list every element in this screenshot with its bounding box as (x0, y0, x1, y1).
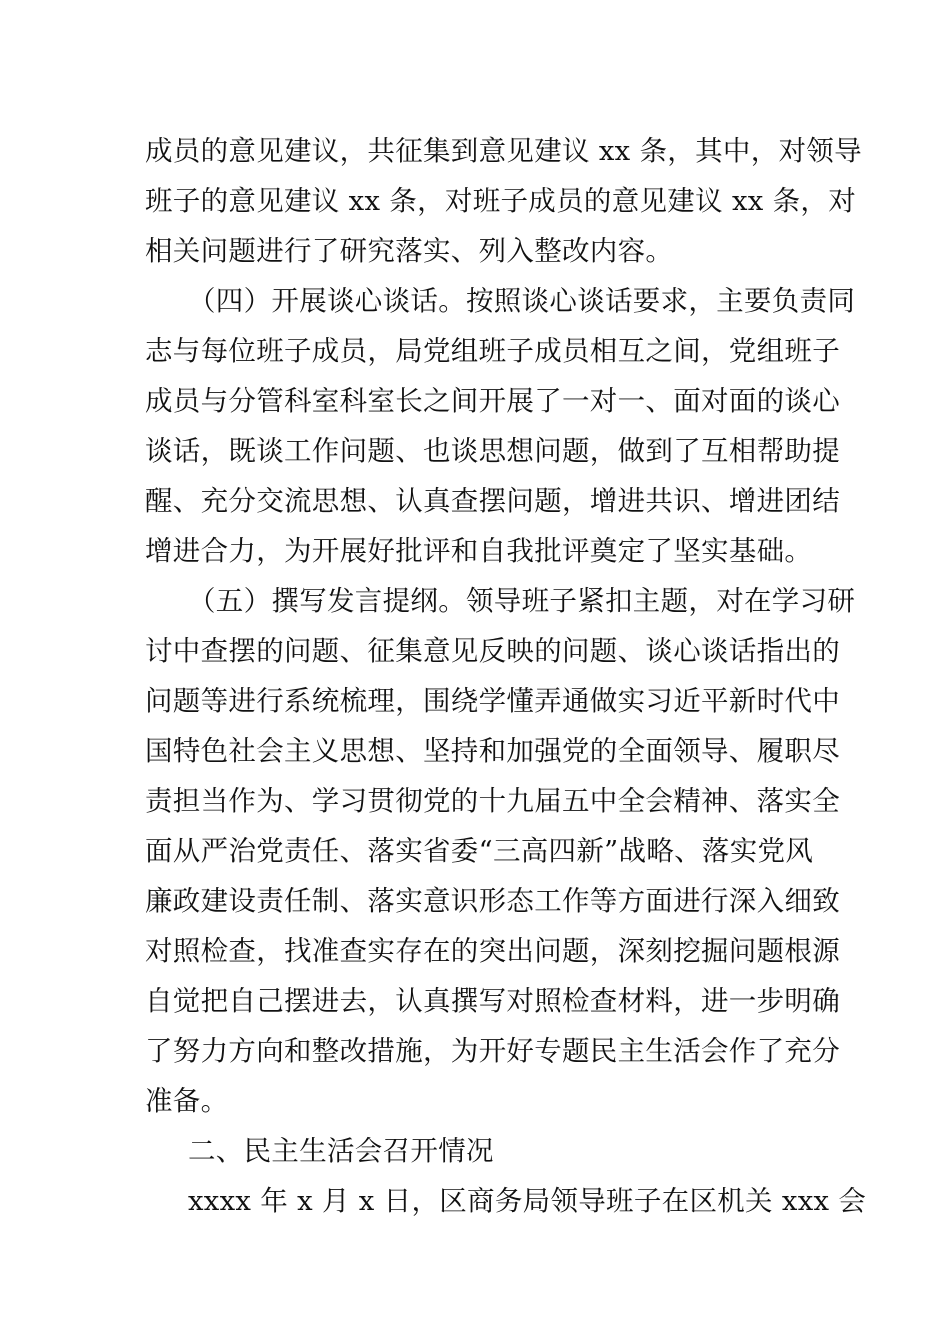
text-line-14: 责担当作为、学习贯彻党的十九届五中全会精神、落实全 (145, 785, 840, 817)
text-line-8: 醒、充分交流思想、认真查摆问题，增进共识、增进团结 (145, 485, 840, 517)
text-line-5: 志与每位班子成员，局党组班子成员相互之间，党组班子 (145, 335, 840, 367)
text-line-19: 了努力方向和整改措施，为开好专题民主生活会作了充分 (145, 1035, 840, 1067)
text-line-12: 问题等进行系统梳理，围绕学懂弄通做实习近平新时代中 (145, 685, 840, 717)
text-line-22: xxxx 年 x 月 x 日，区商务局领导班子在区机关 xxx 会 (188, 1185, 867, 1217)
paragraph-5-heading-line: （五）撰写发言提纲。领导班子紧扣主题，对在学习研 (188, 585, 856, 617)
text-line-17: 对照检查，找准查实存在的突出问题，深刻挖掘问题根源 (145, 935, 840, 967)
text-line-3: 相关问题进行了研究落实、列入整改内容。 (145, 235, 674, 267)
text-line-18: 自觉把自己摆进去，认真撰写对照检查材料，进一步明确 (145, 985, 840, 1017)
text-line-2: 班子的意见建议 xx 条，对班子成员的意见建议 xx 条，对 (145, 185, 856, 217)
text-line-11: 讨中查摆的问题、征集意见反映的问题、谈心谈话指出的 (145, 635, 840, 667)
text-line-20: 准备。 (145, 1085, 229, 1117)
text-line-1: 成员的意见建议，共征集到意见建议 xx 条，其中，对领导 (145, 135, 862, 167)
paragraph-4-heading-line: （四）开展谈心谈话。按照谈心谈话要求，主要负责同 (188, 285, 856, 317)
text-line-13: 国特色社会主义思想、坚持和加强党的全面领导、履职尽 (145, 735, 840, 767)
text-line-6: 成员与分管科室科室长之间开展了一对一、面对面的谈心 (145, 385, 840, 417)
text-line-15: 面从严治党责任、落实省委“三高四新”战略、落实党风 (145, 835, 814, 867)
text-line-9: 增进合力，为开展好批评和自我批评奠定了坚实基础。 (145, 535, 813, 567)
text-line-16: 廉政建设责任制、落实意识形态工作等方面进行深入细致 (145, 885, 840, 917)
section-heading: 二、民主生活会召开情况 (188, 1135, 494, 1167)
text-line-7: 谈话，既谈工作问题、也谈思想问题，做到了互相帮助提 (145, 435, 840, 467)
